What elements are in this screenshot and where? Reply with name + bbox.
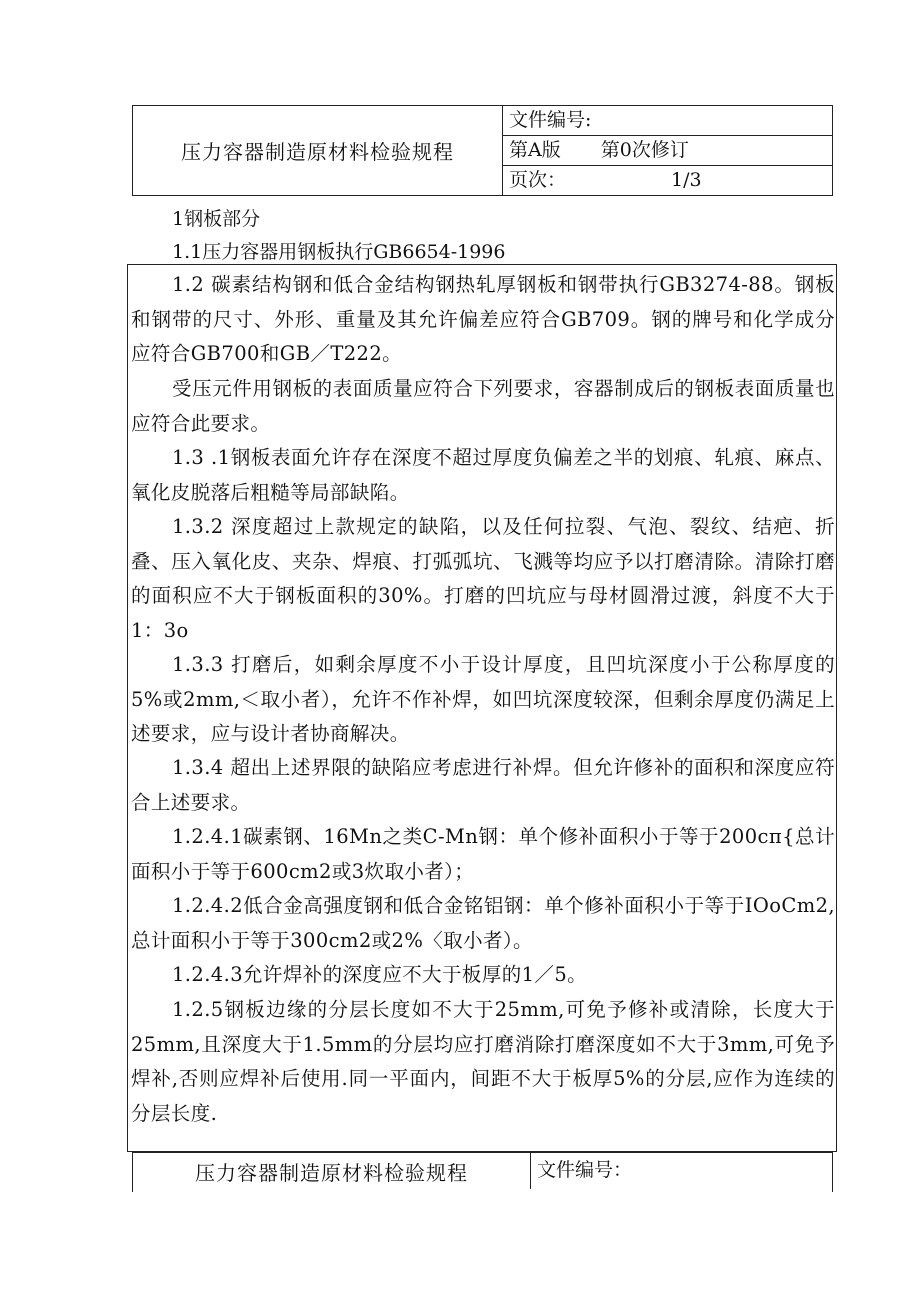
paragraph-surface-quality: 受压元件用钢板的表面质量应符合下列要求，容器制成后的钢板表面质量也应符合此要求。 [131, 377, 835, 435]
footer-doc-number-label: 文件编号： [537, 1159, 633, 1181]
section-heading-steel-plate: 1钢板部分 [172, 208, 261, 230]
header-table [132, 105, 833, 196]
page-label: 页次： [509, 169, 567, 191]
section-1-1: 1.1压力容器用钢板执行GB6654-1996 [172, 241, 506, 263]
edition-label: 第A版 [509, 139, 561, 161]
document-title: 压力容器制造原材料检验规程 [133, 106, 503, 195]
page-row [503, 166, 832, 195]
paragraph-1-3-4: 1.3.4 超出上述界限的缺陷应考虑进行补焊。但允许修补的面积和深度应符合上述要求。 [131, 756, 835, 814]
paragraph-1-2-4-1: 1.2.4.1碳素钢、16Mn之类C-Mn钢：单个修补面积小于等于200cπ{总计面积小于等于600cm2或3炊取小者）； [131, 825, 835, 883]
footer-document-title: 压力容器制造原材料检验规程 [133, 1153, 531, 1189]
footer-table [132, 1152, 833, 1192]
doc-number-label: 文件编号: [503, 106, 832, 136]
revision-label: 第0次修订 [600, 139, 689, 161]
paragraph-1-2-4-2: 1.2.4.2低合金高强度钢和低合金铭铝钢：单个修补面积小于等于IOoCm2,总计面积小于等于300cm2或2%〈取小者）。 [131, 894, 835, 952]
content-box [127, 264, 837, 1152]
page-value: 1/3 [671, 169, 702, 191]
paragraph-1-3-2: 1.3.2 深度超过上款规定的缺陷，以及任何拉裂、气泡、裂纹、结疤、折叠、压入氧化皮、夹杂、焊痕、打弧弧坑、飞溅等均应予以打磨清除。清除打磨的面积应不大于钢板面积的30%。打磨的凹坑应与母材圆滑过渡，斜度不大于1：3o [131, 515, 835, 642]
paragraph-1-2: 1.2 碳素结构钢和低合金结构钢热轧厚钢板和钢带执行GB3274-88。钢板和钢带的尺寸、外形、重量及其允许偏差应符合GB709。钢的牌号和化学成分应符合GB700和GB／T222。 [131, 273, 835, 365]
paragraph-1-3-1: 1.3 .1钢板表面允许存在深度不超过厚度负偏差之半的划痕、轧痕、麻点、氧化皮脱落后粗糙等局部缺陷。 [131, 446, 835, 504]
paragraph-1-2-5: 1.2.5钢板边缘的分层长度如不大于25mm,可免予修补或清除，长度大于25mm,且深度大于1.5mm的分层均应打磨消除打磨深度如不大于3mm,可免予焊补,否则应焊补后使用.同一平面内，间距不大于板厚5%的分层,应作为连续的分层长度. [131, 998, 835, 1125]
paragraph-1-3-3: 1.3.3 打磨后，如剩余厚度不小于设计厚度，且凹坑深度小于公称厚度的5%或2mm,＜取小者），允许不作补焊，如凹坑深度较深，但剩余厚度仍满足上述要求，应与设计者协商解决。 [131, 653, 835, 745]
paragraph-1-2-4-3: 1.2.4.3允许焊补的深度应不大于板厚的1／5。 [172, 963, 588, 986]
header-info [503, 106, 832, 195]
edition-row [503, 136, 832, 166]
